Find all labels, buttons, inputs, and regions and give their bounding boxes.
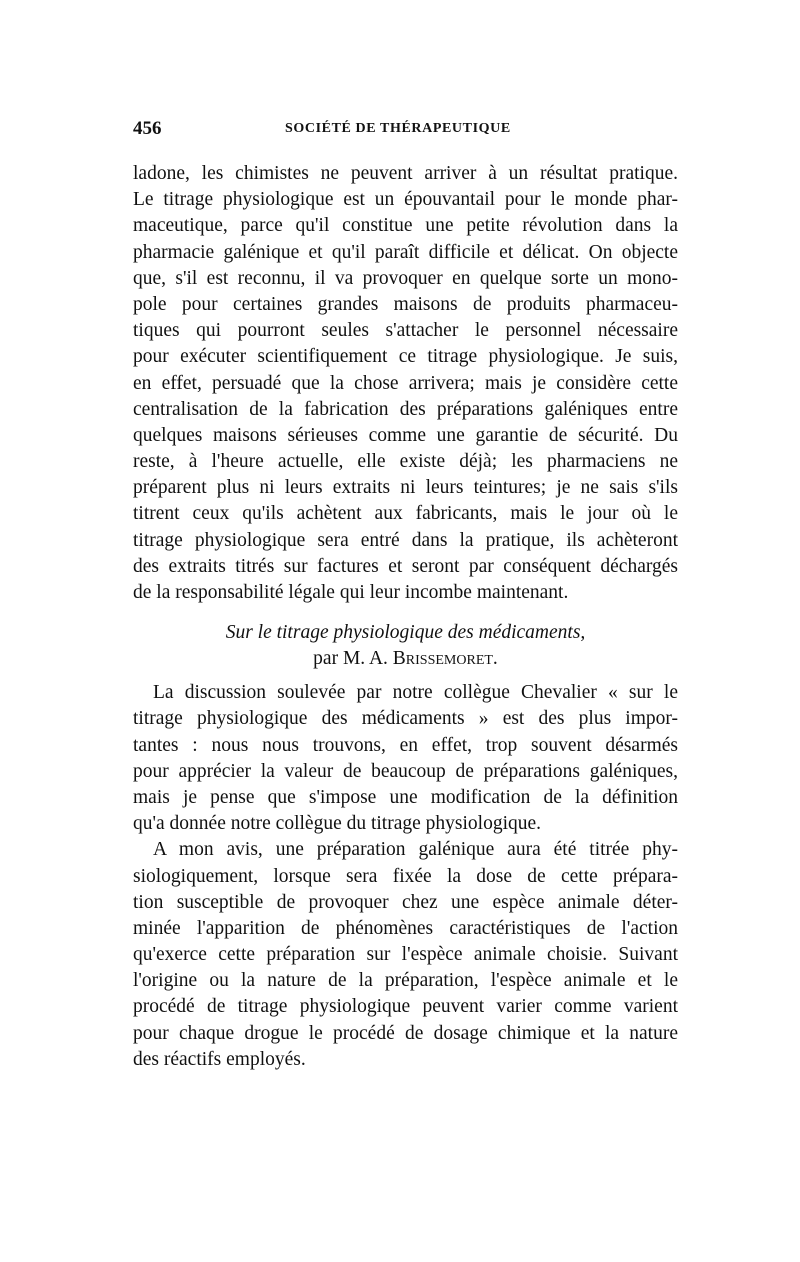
- text-line: que, s'il est reconnu, il va provoquer en quelque sorte un mono-: [133, 267, 678, 289]
- text-line: Le titrage physiologique est un épouvantail pour le monde phar-: [133, 189, 678, 211]
- byline-prefix: par M. A.: [313, 648, 393, 670]
- section-byline: [133, 646, 678, 672]
- text-line: préparent plus ni leurs extraits ni leurs teintures; je ne sais s'ils: [133, 477, 678, 499]
- running-title: SOCIÉTÉ DE THÉRAPEUTIQUE: [285, 121, 511, 136]
- text-line: quelques maisons sérieuses comme une garantie de sécurité. Du: [133, 424, 678, 446]
- text-line: pour chaque drogue le procédé de dosage chimique et la nature: [133, 1022, 678, 1044]
- text-line: ladone, les chimistes ne peuvent arriver à un résultat pratique.: [133, 163, 678, 184]
- paragraph-continuation: [133, 161, 678, 606]
- text-line: tantes : nous nous trouvons, en effet, trop souvent désarmés: [133, 734, 678, 756]
- text-line: de la responsabilité légale qui leur incombe maintenant.: [133, 582, 569, 603]
- text-line: des extraits titrés sur factures et seront par conséquent déchargés: [133, 555, 678, 577]
- book-page: [133, 118, 678, 1073]
- text-line: qu'a donnée notre collègue du titrage physiologique.: [133, 813, 542, 835]
- section-title: Sur le titrage physiologique des médicaments,: [225, 622, 586, 644]
- text-line: l'origine ou la nature de la préparation, l'espèce animale et le: [133, 970, 678, 992]
- text-line: La discussion soulevée par notre collègue Chevalier « sur le: [153, 682, 678, 704]
- text-line: pour apprécier la valeur de beaucoup de préparations galéniques,: [133, 760, 678, 782]
- text-line: tion susceptible de provoquer chez une espèce animale déter-: [133, 891, 678, 913]
- text-line: qu'exerce cette préparation sur l'espèce animale choisie. Suivant: [133, 944, 678, 966]
- text-line: titrage physiologique sera entré dans la pratique, ils achèteront: [133, 529, 678, 551]
- text-line: maceutique, parce qu'il constitue une petite révolution dans la: [133, 215, 678, 237]
- text-line: en effet, persuadé que la chose arrivera; mais je considère cette: [133, 372, 678, 394]
- text-line: mais je pense que s'impose une modification de la définition: [133, 786, 678, 808]
- page-number: 456: [133, 118, 162, 139]
- text-line: pharmacie galénique et qu'il paraît difficile et délicat. On objecte: [133, 241, 678, 263]
- text-line: centralisation de la fabrication des préparations galéniques entre: [133, 398, 678, 420]
- text-line: pole pour certaines grandes maisons de produits pharmaceu-: [133, 293, 678, 315]
- text-line: des réactifs employés.: [133, 1048, 306, 1070]
- paragraph-discussion: [133, 680, 678, 837]
- text-line: titrent ceux qu'ils achètent aux fabricants, mais le jour où le: [133, 503, 678, 525]
- running-head: [133, 118, 678, 148]
- text-line: A mon avis, une préparation galénique aura été titrée phy-: [153, 839, 678, 861]
- text-line: pour exécuter scientifiquement ce titrage physiologique. Je suis,: [133, 346, 678, 368]
- text-line: tiques qui pourront seules s'attacher le personnel nécessaire: [133, 320, 678, 342]
- text-line: reste, à l'heure actuelle, elle existe déjà; les pharmaciens ne: [133, 451, 678, 473]
- text-line: titrage physiologique des médicaments » est des plus impor-: [133, 708, 678, 730]
- text-line: siologiquement, lorsque sera fixée la dose de cette prépara-: [133, 865, 678, 887]
- text-line: minée l'apparition de phénomènes caractéristiques de l'action: [133, 917, 678, 939]
- author-name: Brissemoret.: [392, 648, 498, 670]
- paragraph-opinion: [133, 837, 678, 1073]
- text-line: procédé de titrage physiologique peuvent varier comme varient: [133, 996, 678, 1018]
